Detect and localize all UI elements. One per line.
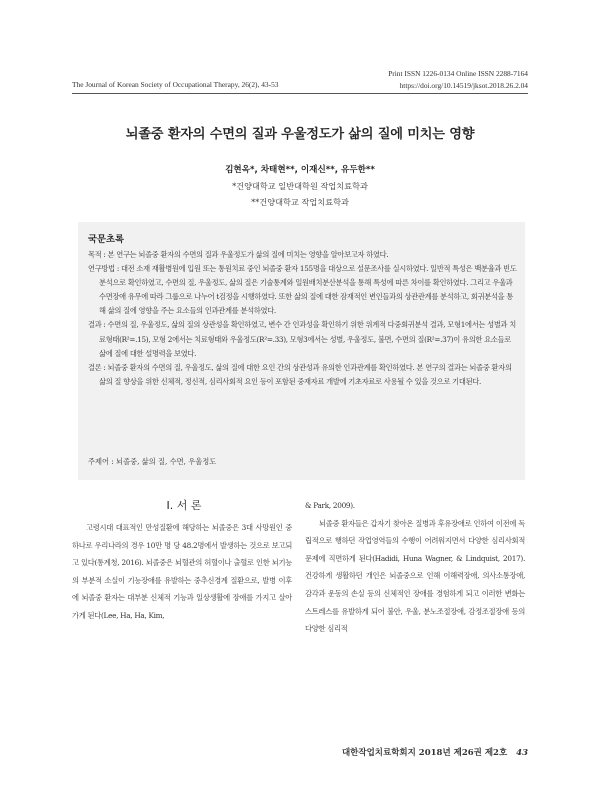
body-paragraph: 고령시대 대표적인 만성질환에 해당하는 뇌졸중은 3대 사망원인 중 하나로 우리나라의 경우 10만 명 당 48.2명에서 발생하는 것으로 보고되고 있다(통계청, 2016). 뇌졸중은 뇌혈관의 허혈이나 출혈로 인한 뇌기능의 부분적 소실이 기능장애를 유발하는 중추신경계 질환으로, 발병 이후에 뇌졸중 환자는 대부분 신체적 기능과 일상생활에 장애를 가지고 살아가게 된다(Lee, Ha, Ha, Kim, <box>72 523 292 620</box>
abstract-conclusion: 결론 : 뇌졸중 환자의 수면의 질, 우울정도, 삶의 질에 대한 요인 간의 상관성과 유의한 인과관계를 확인하였다. 본 연구의 결과는 뇌졸중 환자의 삶의 질 향상을 위한 신체적, 정신적, 심리사회적 요인 등이 포함된 중재자료 개발에 기초자료로 사용될 수 있을 것으로 기대된다. <box>88 362 512 386</box>
issn-block <box>388 68 528 91</box>
affiliation-1: *건양대학교 일반대학원 작업치료학과 <box>232 181 368 191</box>
page-number: 43 <box>516 748 528 758</box>
body-paragraph: & Park, 2009). <box>305 501 355 510</box>
doi-link[interactable]: https://doi.org/10.14519/jksot.2018.26.2.04 <box>399 80 528 90</box>
abstract-body <box>88 248 518 389</box>
left-column <box>72 519 292 625</box>
keywords: 주제어 : 뇌졸중, 삶의 질, 수면, 우울정도 <box>88 457 217 466</box>
author-list: 김현옥*, 차태현**, 이재신**, 유두한** <box>225 165 375 175</box>
abstract-heading: 국문초록 <box>88 234 124 245</box>
section-title-introduction: Ⅰ. 서 론 <box>166 499 202 512</box>
abstract-results: 결과 : 수면의 질, 우울정도, 삶의 질의 상관성을 확인하였고, 변수 간 인과성을 확인하기 위한 위계적 다중회귀분석 결과, 모형1에서는 성별과 치료형태(R²=.15), 모형 2에서는 치료형태와 우울정도(R²=.33), 모형3에서는 성별, 우울정도, 불면, 수면의 질(R²=.37)이 유의한 요소들로 삶에 질에 대한 설명력을 보였다. <box>88 320 516 358</box>
issn-line: Print ISSN 1226-0134 Online ISSN 2288-7164 <box>388 69 528 78</box>
article-title: 뇌졸중 환자의 수면의 질과 우울정도가 삶의 질에 미치는 영향 <box>125 127 475 142</box>
journal-citation: The Journal of Korean Society of Occupational Therapy, 26(2), 43-53 <box>72 80 279 89</box>
right-column <box>305 497 525 638</box>
body-paragraph: 뇌졸중 환자들은 갑자기 찾아온 질병과 후유장애로 인하여 이전에 독립적으로 행하던 작업영역들의 수행이 어려워지면서 다양한 심리사회적 문제에 직면하게 된다(Hadidi, Huna Wagner, & Lindquist, 2017). 건강하게 생활하던 개인은 뇌졸중으로 인해 이해력장애, 의사소통장애, 감각과 운동의 손실 등의 신체적인 장애를 경험하게 되고 이러한 변화는 스트레스를 유발하게 되어 불안, 우울, 분노조절장애, 감정조절장애 등의 다양한 심리적 <box>305 518 525 634</box>
abstract-purpose: 목적 : 본 연구는 뇌졸중 환자의 수면의 질과 우울정도가 삶의 질에 미치는 영향을 알아보고자 하였다. <box>88 250 389 259</box>
header-divider <box>72 93 528 94</box>
footer-journal: 대한작업치료학회지 2018년 제26권 제2호 <box>341 748 508 758</box>
affiliation-2: **건양대학교 작업치료학과 <box>251 197 349 207</box>
abstract-methods: 연구방법 : 대전 소재 재활병원에 입원 또는 통원치료 중인 뇌졸중 환자 155명을 대상으로 설문조사를 실시하였다. 일반적 특성은 백분율과 빈도분석으로 확인하였고, 수면의 질, 우울정도, 삶의 질은 기술통계와 일원배치분산분석을 통해 특성에 따른 차이를 확인하였다. 그리고 우울과 수면장애 유무에 따라 그룹으로 나누어 t검정을 시행하였다. 또한 삶의 질에 대한 잠재적인 변인들과의 상관관계를 분석하고, 회귀분석을 통해 삶의 질에 영향을 주는 요소들의 인과관계를 분석하였다. <box>88 264 517 316</box>
page-footer <box>342 746 528 758</box>
